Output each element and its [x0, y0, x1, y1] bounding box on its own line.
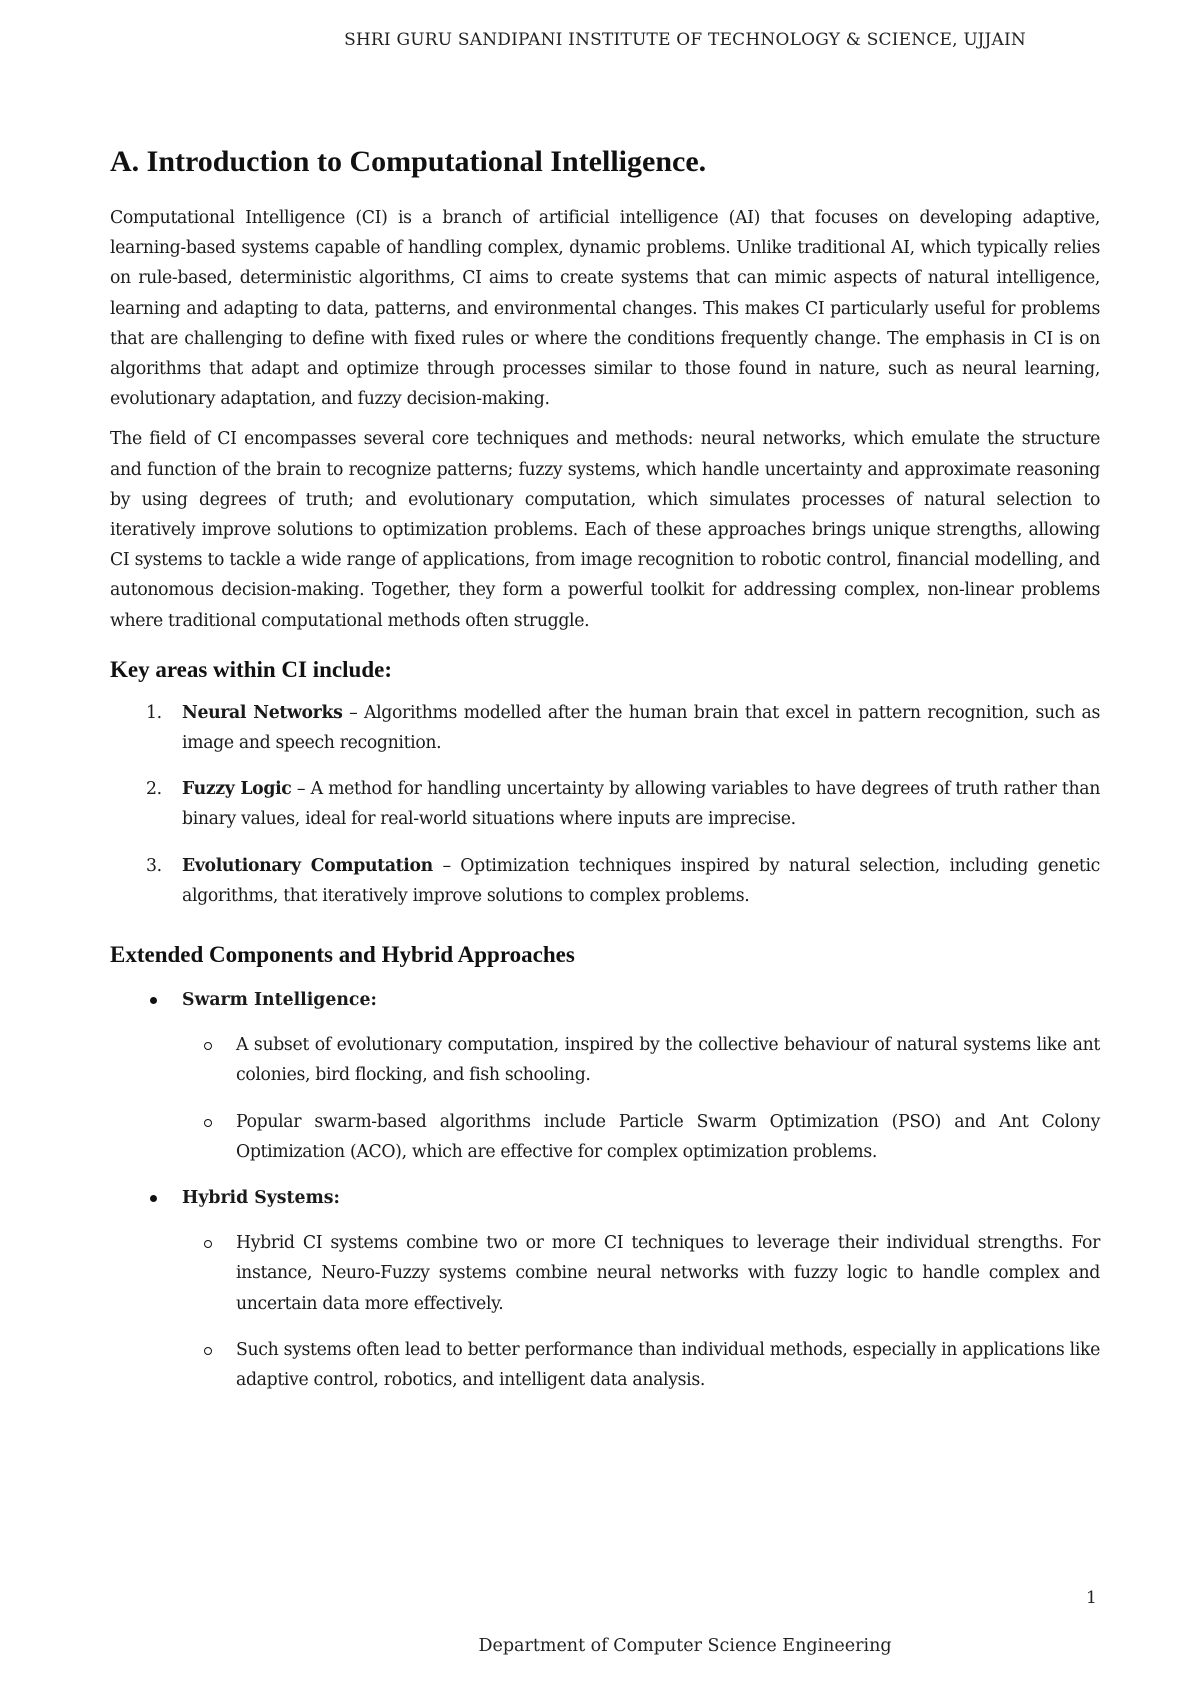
key-areas-list — [110, 698, 1100, 911]
list-item — [110, 698, 1100, 758]
extended-heading: Extended Components and Hybrid Approaches — [110, 942, 575, 968]
list-term: Fuzzy Logic — [182, 779, 292, 800]
circle-bullet-icon — [204, 1119, 212, 1127]
sub-bullet-text: Popular swarm-based algorithms include Particle Swarm Optimization (PSO) and Ant Colony Optimization (ACO), which are effective for complex optimization problems. — [236, 1111, 1100, 1162]
list-item — [110, 774, 1100, 834]
bullet-heading-text: Swarm Intelligence: — [182, 990, 377, 1011]
intro-paragraph-1: Computational Intelligence (CI) is a branch of artificial intelligence (AI) that focuses on developing adaptive, learning-based systems capable of handling complex, dynamic problems. Unlike traditional AI, which typically relies on rule-based, deterministic algorithms, CI aims to create systems that can mimic aspects of natural intelligence, learning and adapting to data, patterns, and environmental changes. This makes CI particularly useful for problems that are challenging to define with fixed rules or where the conditions frequently change. The emphasis in CI is on algorithms that adapt and optimize through processes similar to those found in nature, such as neural learning, evolutionary adaptation, and fuzzy decision-making. — [110, 208, 1100, 410]
bullet-heading — [110, 985, 1100, 1015]
list-text: – Algorithms modelled after the human brain that excel in pattern recognition, such as image and speech recognition. — [182, 702, 1100, 754]
swarm-intelligence-group — [110, 985, 1100, 1167]
bullet-icon — [150, 1195, 157, 1202]
bullet-heading — [110, 1183, 1100, 1213]
list-item — [110, 851, 1100, 911]
sub-bullet-text: Hybrid CI systems combine two or more CI techniques to leverage their individual strengths. For instance, Neuro-Fuzzy systems combine neural networks with fuzzy logic to handle complex and uncertain data more effectively. — [236, 1233, 1100, 1314]
bullet-heading-text: Hybrid Systems: — [182, 1188, 340, 1209]
list-number: 3. — [146, 855, 162, 876]
list-term: Neural Networks — [182, 702, 343, 723]
sub-bullet-text: A subset of evolutionary computation, inspired by the collective behaviour of natural systems like ant colonies, bird flocking, and fish schooling. — [236, 1035, 1100, 1086]
circle-bullet-icon — [204, 1347, 212, 1355]
sub-bullet-item — [110, 1107, 1100, 1167]
page-number: 1 — [1086, 1588, 1097, 1608]
section-title: A. Introduction to Computational Intelligence. — [110, 145, 707, 178]
sub-bullet-text: Such systems often lead to better performance than individual methods, especially in applications like adaptive control, robotics, and intelligent data analysis. — [236, 1339, 1100, 1391]
list-text: – A method for handling uncertainty by allowing variables to have degrees of truth rather than binary values, ideal for real-world situations where inputs are imprecise. — [182, 779, 1100, 830]
page-header: SHRI GURU SANDIPANI INSTITUTE OF TECHNOLOGY & SCIENCE, UJJAIN — [344, 30, 1026, 50]
sub-bullet-item — [110, 1030, 1100, 1090]
list-term: Evolutionary Computation — [182, 855, 433, 876]
list-number: 1. — [146, 702, 162, 723]
page-footer: Department of Computer Science Engineering — [478, 1636, 892, 1656]
key-areas-heading: Key areas within CI include: — [110, 656, 392, 682]
intro-paragraph-2: The field of CI encompasses several core techniques and methods: neural networks, which emulate the structure and function of the brain to recognize patterns; fuzzy systems, which handle uncertainty and approximate reasoning by using degrees of truth; and evolutionary computation, which simulates processes of natural selection to iteratively improve solutions to optimization problems. Each of these approaches brings unique strengths, allowing CI systems to tackle a wide range of applications, from image recognition to robotic control, financial modelling, and autonomous decision-making. Together, they form a powerful toolkit for addressing complex, non-linear problems where traditional computational methods often struggle. — [110, 429, 1100, 631]
sub-bullet-item — [110, 1228, 1100, 1319]
hybrid-systems-group — [110, 1183, 1100, 1395]
document-body — [110, 145, 1100, 1411]
sub-bullet-item — [110, 1335, 1100, 1395]
circle-bullet-icon — [204, 1042, 212, 1050]
bullet-icon — [150, 997, 157, 1004]
circle-bullet-icon — [204, 1240, 212, 1248]
list-number: 2. — [146, 779, 162, 800]
list-text: – Optimization techniques inspired by natural selection, including genetic algorithms, that iteratively improve solutions to complex problems. — [182, 855, 1101, 906]
